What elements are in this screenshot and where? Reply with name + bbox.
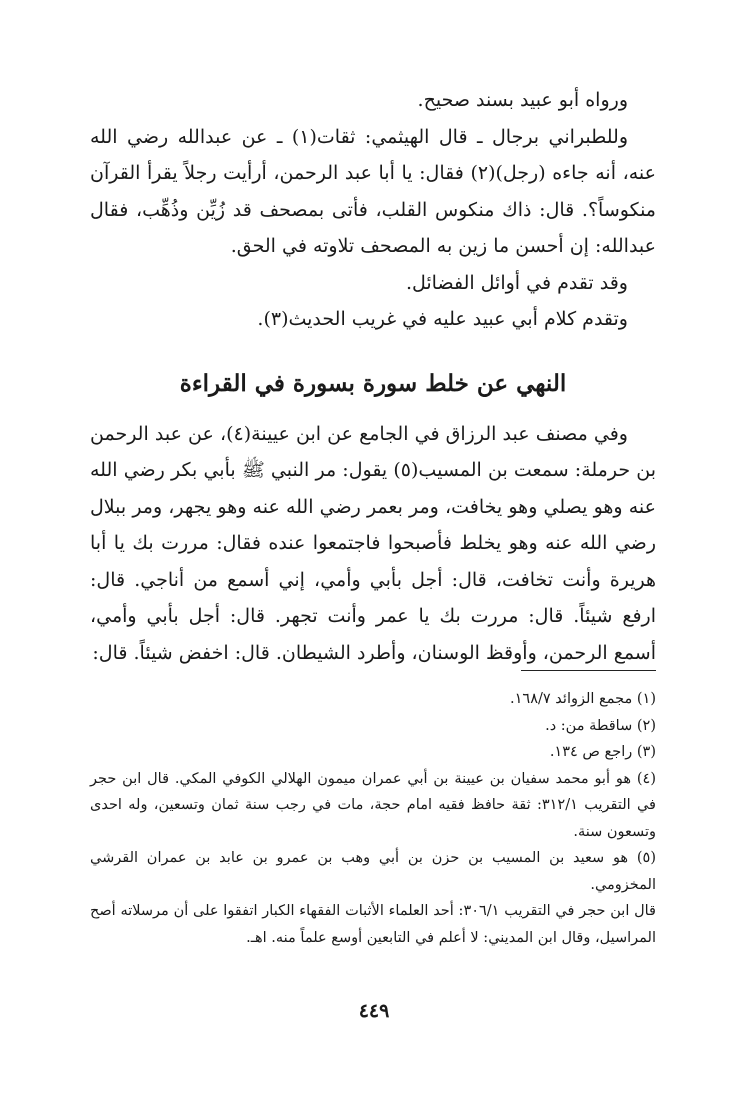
paragraph-2: وللطبراني برجال ـ قال الهيثمي: ثقات(١) ـ عن عبدالله رضي الله عنه، أنه جاءه (رجل)(٢) فقال: يا أبا عبد الرحمن، أرأيت رجلاً يقرأ القرآن منكوساً؟. قال: ذاك منكوس القلب، فأتى بمصحف قد زُيِّن وذُهِّب، فقال عبدالله: إن أحسن ما زين به المصحف تلاوته في الحق. [90, 125, 656, 257]
paragraph-5: وفي مصنف عبد الرزاق في الجامع عن ابن عيينة(٤)، عن عبد الرحمن بن حرملة: سمعت بن المسيب(٥) يقول: مر النبي ﷺ بأبي بكر رضي الله عنه وهو يصلي وهو يخافت، ومر بعمر رضي الله عنه وهو يجهر، ومر ببلال رضي الله عنه وهو يخلط فأصبحوا فاجتمعوا عنده فقال: مررت بك يا أبا هريرة وأنت تخافت، قال: أجل بأبي وأمي، إني أسمع من أناجي. قال: ارفع شيئاً. قال: مررت بك يا عمر وأنت تجهر. قال: أجل بأبي وأمي، أسمع الرحمن، وأوقظ الوسنان، وأطرد الشيطان. قال: اخفض شيئاً. قال: [90, 422, 656, 664]
footnote-2: (٢) ساقطة من: د. [545, 717, 656, 734]
footnote-1: (١) مجمع الزوائد ١٦٨/٧. [510, 691, 656, 707]
footnote-4: (٤) هو أبو محمد سفيان بن عيينة بن أبي عمران ميمون الهلالي الكوفي المكي. قال ابن حجر في التقريب ٣١٢/١: ثقة حافظ فقيه امام حجة، مات في رجب سنة ثمان وتسعين، وله احدى وتسعون سنة. [90, 770, 656, 840]
footnote-3: (٣) راجع ص ١٣٤. [549, 744, 656, 760]
footnote-5: (٥) هو سعيد بن المسيب بن حزن بن أبي وهب بن عمرو بن عابد بن عمران القرشي المخزومي. [90, 850, 656, 893]
page-number: ٤٤٩ [358, 1000, 390, 1022]
paragraph-1: ورواه أبو عبيد بسند صحيح. [417, 89, 628, 111]
footnote-separator [521, 670, 656, 671]
main-text [90, 82, 656, 671]
footnotes [90, 686, 656, 951]
section-heading: النهي عن خلط سورة بسورة في القراءة [179, 369, 567, 397]
paragraph-3: وقد تقدم في أوائل الفضائل. [405, 271, 628, 294]
paragraph-4: وتقدم كلام أبي عبيد عليه في غريب الحديث(٣). [257, 308, 628, 330]
footnote-5-continuation: قال ابن حجر في التقريب ٣٠٦/١: أحد العلماء الأثبات الفقهاء الكبار اتفقوا على أن مرسلاته أصح المراسيل، وقال ابن المديني: لا أعلم في التابعين أوسع علماً منه. اهـ. [90, 903, 656, 946]
